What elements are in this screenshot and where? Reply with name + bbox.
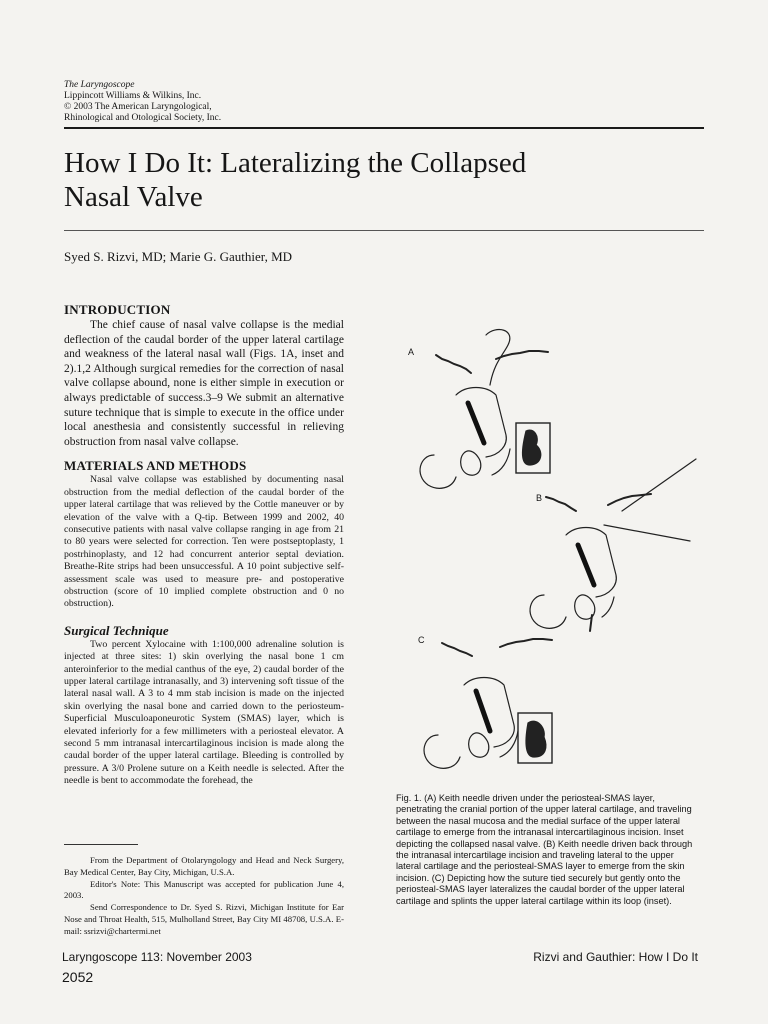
- affiliation-footnote: From the Department of Otolaryngology and Head and Neck Surgery, Bay Medical Center, Bay City, Michigan, U.S.A.: [64, 855, 344, 877]
- title-rule: [64, 230, 704, 231]
- figure-1: [396, 325, 706, 780]
- introduction-text: The chief cause of nasal valve collapse is the medial deflection of the caudal border of the upper lateral cartilage and weakness of the lateral nasal wall (Figs. 1A, inset and 2).1,2 Although surgical remedies for the correction of nasal valve collapse abound, none is either simple in execution or always predictable of success.3–9 We submit an alternative suture technique that is simple to execute in the office under local anesthesia and consistently successful in relieving obstruction from nasal valve collapse.: [64, 319, 344, 448]
- footer-journal-issue: Laryngoscope 113: November 2003: [62, 950, 252, 964]
- panel-c-label: C: [418, 635, 425, 645]
- footer-running-head: Rizvi and Gauthier: How I Do It: [533, 950, 698, 964]
- panel-b-label: B: [536, 493, 543, 503]
- article-title: [64, 146, 704, 214]
- figure-caption: Fig. 1. (A) Keith needle driven under the periosteal-SMAS layer, penetrating the cranial portion of the upper lateral cartilage, and traveling between the nasal mucosa and the medial surface of the upper lateral cartilage to emerge from the intranasal intercartilaginous incision. Inset depicting the collapsed nasal valve. (B) Keith needle driven back through the intranasal intercartilage incision and traveling lateral to the upper lateral cartilage and the periosteal-SMAS layer to emerge from the skin incision. (C) Depicting how the suture tied securely but gently onto the periosteal-SMAS layer lateralizes the caudal border of the upper lateral cartilage and splints the upper lateral cartilage within its loop (inset).: [396, 793, 693, 906]
- author-list: Syed S. Rizvi, MD; Marie G. Gauthier, MD: [64, 249, 293, 264]
- editor-note-footnote: Editor's Note: This Manuscript was accepted for publication June 4, 2003.: [64, 878, 344, 901]
- materials-heading: MATERIALS AND METHODS: [64, 458, 247, 474]
- footnote-rule: [64, 844, 138, 845]
- panel-a-label: A: [408, 347, 415, 357]
- publisher-line: Lippincott Williams & Wilkins, Inc.: [64, 91, 202, 101]
- nasal-valve-illustration: [396, 325, 706, 780]
- footnotes: [64, 855, 344, 938]
- technique-heading: Surgical Technique: [64, 622, 169, 638]
- journal-header: [64, 80, 221, 124]
- left-column: [64, 302, 344, 788]
- panel-a-drawing: [420, 330, 550, 489]
- copyright-line: © 2003 The American Laryngological,: [64, 102, 212, 112]
- introduction-heading: INTRODUCTION: [64, 302, 171, 317]
- page-number: 2052: [62, 969, 94, 985]
- materials-text: Nasal valve collapse was established by documenting nasal obstruction from the medial deflection of the caudal border of the upper lateral cartilage that was relieved by the Cottle maneuver or by elevation of the valve with a Q-tip. Between 1999 and 2002, 40 consecutive patients with nasal valve collapse ranging in age from 21 to 80 years were selected for correction. Ten were postseptoplasty, 1 postrhinoplasty, and 12 had concurrent anterior septal deviation. Breathe-Rite strips had been unsuccessful. A 10 point subjective self-assessment scale was used to measure pre- and postoperative obstruction (score of 10 implied complete obstruction and 0 no obstruction).: [64, 474, 344, 610]
- journal-name: The Laryngoscope: [64, 80, 135, 90]
- society-line: Rhinological and Otological Society, Inc.: [64, 113, 222, 123]
- title-line-1: How I Do It: Lateralizing the Collapsed: [64, 147, 527, 179]
- panel-c-drawing: [424, 639, 552, 768]
- header-rule: [64, 127, 704, 129]
- panel-b-drawing: [530, 459, 696, 631]
- title-line-2: Nasal Valve: [64, 181, 203, 213]
- technique-text: Two percent Xylocaine with 1:100,000 adrenaline solution is injected at three sites: 1) skin overlying the nasal bone 1 cm anteroinferior to the medial canthus of the eye, 2) caudal border of the upper lateral cartilage intranasally, and 3) intervening soft tissue of the lateral nasal wall. A 3 to 4 mm stab incision is made on the injected skin overlying the nasal bone and carried down to the periosteum-Superficial Musculoaponeurotic System (SMAS) layer, which is elevated inferiorly for a few millimeters with a periosteal elevator. A second 5 mm intranasal intercartilaginous incision is made along the caudal border of the upper lateral cartilage. Bleeding is controlled by pressure. A 3/0 Prolene suture on a Keith needle is selected. After the needle is bent to accommodate the forehead, the: [64, 638, 344, 787]
- correspondence-footnote: Send Correspondence to Dr. Syed S. Rizvi, Michigan Institute for Ear Nose and Throat Health, 515, Mulholland Street, Bay City MI 48708, U.S.A. E-mail: ssrizvi@chartermi.net: [64, 902, 344, 936]
